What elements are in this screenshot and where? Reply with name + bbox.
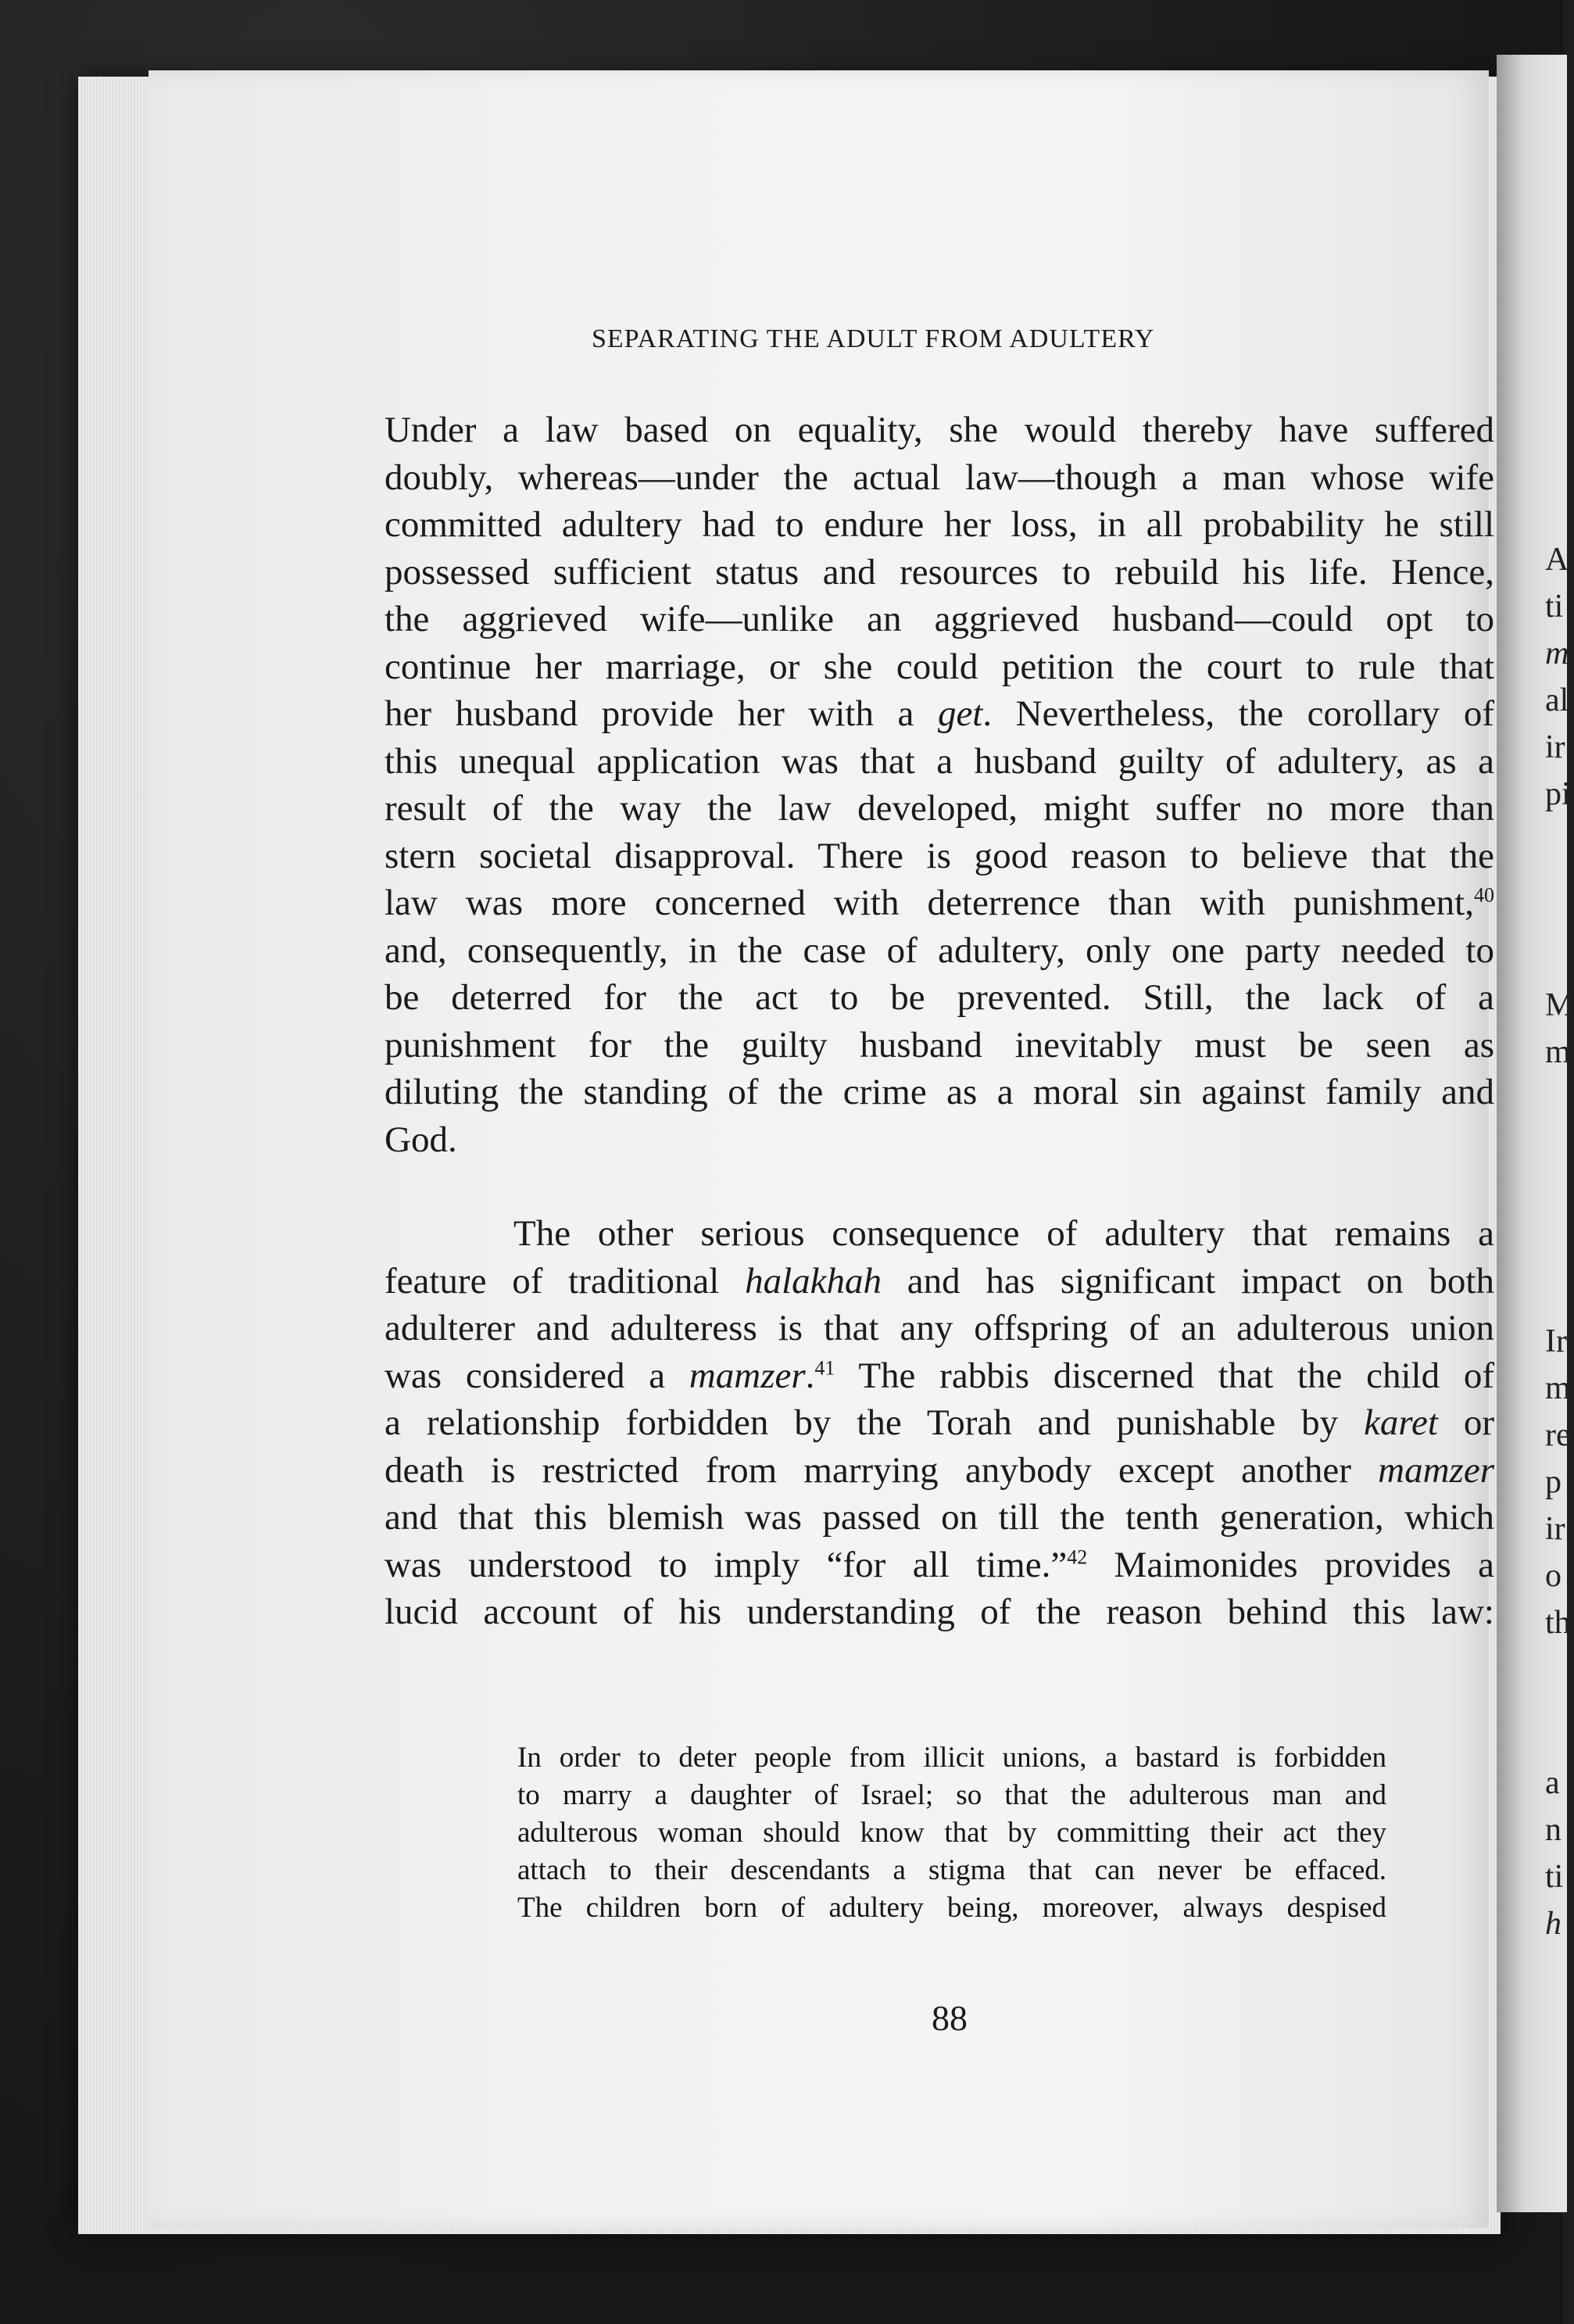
facing-page-fragment: ti <box>1545 1859 1564 1895</box>
italic-term: mamzer <box>689 1355 806 1396</box>
facing-page-fragment: m <box>1545 1370 1571 1406</box>
text-line: diluting the standing of the crime as a moral sin against family and <box>385 1072 1494 1112</box>
quote-line: The children born of adultery being, moreover, always despised <box>517 1892 1386 1924</box>
text-line: Under a law based on equality, she would thereby have suffered <box>385 410 1494 450</box>
text-line <box>385 1399 1494 1447</box>
text-run: Maimonides provides a <box>1087 1544 1494 1585</box>
text-line: adulterer and adulteress is that any offspring of an adulterous union <box>385 1308 1494 1348</box>
footnote-ref: 40 <box>1474 883 1494 907</box>
text-line: committed adultery had to endure her loss, in all probability he still <box>385 504 1494 545</box>
facing-page-fragment: p <box>1545 1464 1561 1500</box>
text-run: was understood to imply “for all time.” <box>385 1544 1068 1585</box>
text-line: doubly, whereas—under the actual law—though a man whose wife <box>385 457 1494 498</box>
text-run: or <box>1437 1402 1494 1443</box>
text-line: continue her marriage, or she could petition the court to rule that <box>385 646 1494 687</box>
facing-page-fragment: ti <box>1545 589 1564 625</box>
text-line <box>385 1542 1494 1589</box>
text-line: stern societal disapproval. There is good reason to believe that the <box>385 835 1494 876</box>
text-line: The other serious consequence of adultery that remains a <box>513 1213 1494 1254</box>
text-run: and has significant impact on both <box>882 1260 1494 1302</box>
facing-page-fragment: o <box>1545 1558 1561 1594</box>
facing-page-fragment: al <box>1545 682 1569 718</box>
facing-page-fragment: ir <box>1545 729 1565 765</box>
facing-page-fragment: a <box>1545 1765 1560 1801</box>
text-line <box>385 879 1494 927</box>
quote-line: In order to deter people from illicit unions, a bastard is forbidden <box>517 1742 1386 1774</box>
quote-line: adulterous woman should know that by committing their act they <box>517 1817 1386 1849</box>
italic-term: karet <box>1364 1402 1438 1443</box>
facing-page-fragment: re <box>1545 1417 1571 1453</box>
text-line <box>385 1447 1494 1495</box>
text-run: a relationship forbidden by the Torah and punishable by <box>385 1402 1365 1443</box>
facing-page-fragment: n <box>1545 1812 1561 1848</box>
facing-page-fragment: ir <box>1545 1511 1565 1547</box>
text-line: and that this blemish was passed on till the tenth generation, which <box>385 1497 1494 1538</box>
italic-term: halakhah <box>745 1260 882 1302</box>
facing-page-edge <box>1497 55 1574 2212</box>
page-number: 88 <box>932 1998 968 2038</box>
text-line: this unequal application was that a husband guilty of adultery, as a <box>385 740 1494 782</box>
text-line: result of the way the law developed, might suffer no more than <box>385 788 1494 829</box>
block-quote <box>517 1739 1386 1927</box>
facing-page-fragment: A <box>1545 542 1569 578</box>
facing-page-fragment: Ir <box>1545 1323 1567 1359</box>
text-line: and, consequently, in the case of adultery, only one party needed to <box>385 929 1494 971</box>
text-run: feature of traditional <box>385 1260 746 1302</box>
text-line <box>385 690 1494 738</box>
paragraph-gap <box>385 1163 1494 1210</box>
text-run: law was more concerned with deterrence than with punishment, <box>385 883 1474 923</box>
quote-line: to marry a daughter of Israel; so that the adulterous man and <box>517 1779 1386 1811</box>
footnote-ref: 42 <box>1067 1545 1088 1568</box>
text-run: her husband provide her with a <box>385 693 938 734</box>
text-line: be deterred for the act to be prevented. Still, the lack of a <box>385 977 1494 1018</box>
body-text <box>385 406 1494 1636</box>
text-line: punishment for the guilty husband inevitably must be seen as <box>385 1024 1494 1065</box>
italic-term: get <box>937 693 983 734</box>
footnote-ref: 41 <box>814 1355 835 1379</box>
facing-page-fragment: m <box>1545 1034 1571 1070</box>
text-line <box>385 1258 1494 1305</box>
facing-page-fragment: m <box>1545 636 1569 671</box>
italic-term: mamzer <box>1378 1449 1494 1491</box>
quote-line: attach to their descendants a stigma that can never be effaced. <box>517 1854 1386 1886</box>
text-line: God. <box>385 1119 457 1160</box>
text-run: was considered a <box>385 1355 689 1396</box>
text-run: death is restricted from marrying anybody except another <box>385 1449 1379 1491</box>
text-line: possessed sufficient status and resources to rebuild his life. Hence, <box>385 551 1494 593</box>
text-run: . <box>805 1355 815 1396</box>
facing-page-fragment: M <box>1545 987 1574 1023</box>
text-run: The rabbis discerned that the child of <box>835 1355 1494 1396</box>
text-line: lucid account of his understanding of the reason behind this law: <box>385 1592 1494 1632</box>
text-line <box>385 1352 1494 1400</box>
text-line: the aggrieved wife—unlike an aggrieved husband—could opt to <box>385 599 1494 639</box>
facing-page-fragment: pi <box>1545 776 1571 812</box>
facing-page-fragment: h <box>1545 1906 1561 1942</box>
text-run: . Nevertheless, the corollary of <box>982 693 1494 734</box>
running-head: SEPARATING THE ADULT FROM ADULTERY <box>592 324 1155 353</box>
facing-page-fragment: th <box>1545 1605 1571 1641</box>
